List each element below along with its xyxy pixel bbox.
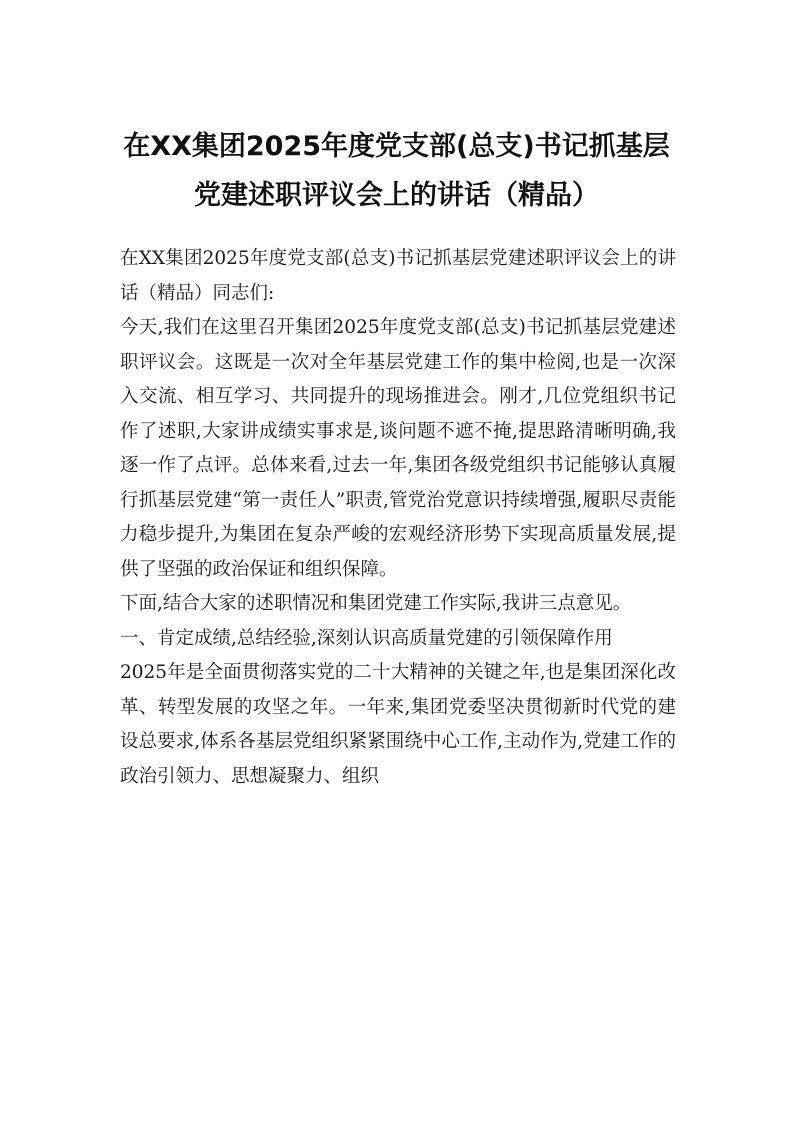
document-title: 在XX集团2025年度党支部(总支)书记抓基层党建述职评议会上的讲话（精品） xyxy=(123,131,670,211)
paragraph-opening: 今天,我们在这里召开集团2025年度党支部(总支)书记抓基层党建述职评议会。这既是一次对全年基层党建工作的集中检阅,也是一次深入交流、相互学习、共同提升的现场推进会。刚才,几位党组织书记作了述职,大家讲成绩实事求是,谈问题不遮不掩,提思路清晰明确,我逐一作了点评。总体来看,过去一年,集团各级党组织书记能够认真履行抓基层党建“第一责任人”职责,管党治党意识持续增强,履职尽责能力稳步提升,为集团在复杂严峻的宏观经济形势下实现高质量发展,提供了坚强的政治保证和组织保障。 xyxy=(120,317,676,580)
paragraph-outline: 下面,结合大家的述职情况和集团党建工作实际,我讲三点意见。 xyxy=(120,593,632,614)
paragraph-section-one: 2025年是全面贯彻落实党的二十大精神的关键之年,也是集团深化改革、转型发展的攻坚之年。一年来,集团党委坚决贯彻新时代党的建设总要求,体系各基层党组织紧紧围绕中心工作,主动作为,党建工作的政治引领力、思想凝聚力、组织 xyxy=(120,662,676,787)
paragraph-greeting: 在XX集团2025年度党支部(总支)书记抓基层党建述职评议会上的讲话（精品）同志们: xyxy=(120,248,676,304)
section-heading-one: 一、肯定成绩,总结经验,深刻认识高质量党建的引领保障作用 xyxy=(120,627,613,649)
document-body xyxy=(120,242,676,794)
